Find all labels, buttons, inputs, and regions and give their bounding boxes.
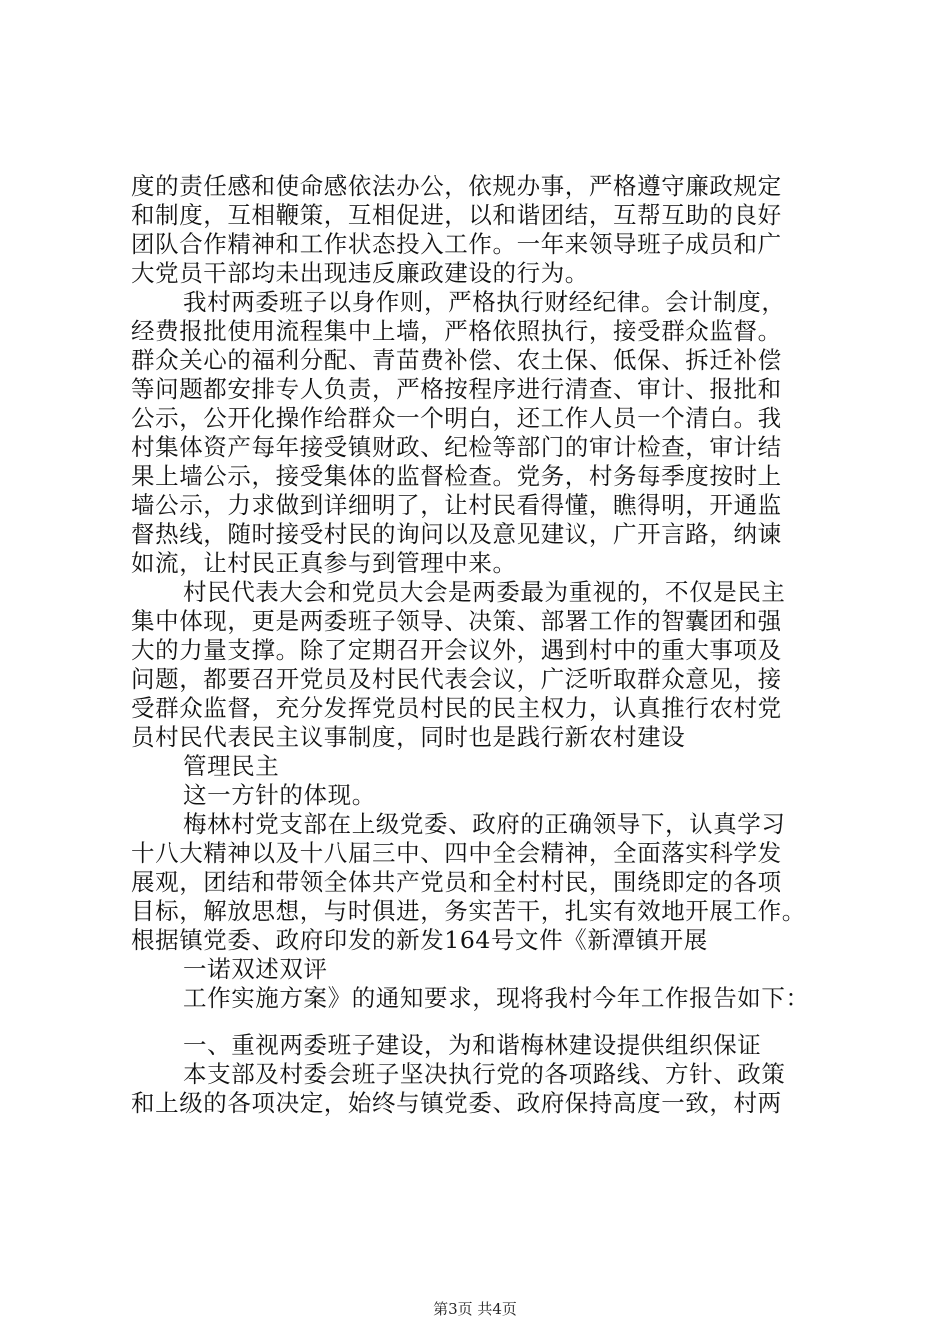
- text-line: 我村两委班子以身作则，严格执行财经纪律。会计制度，: [183, 288, 786, 316]
- page-number: 第3页 共4页: [433, 1300, 517, 1318]
- text-line: 村民代表大会和党员大会是两委最为重视的，不仅是民主: [183, 578, 786, 606]
- text-line: 问题，都要召开党员及村民代表会议，广泛听取群众意见，接: [131, 665, 782, 693]
- text-line: 大党员干部均未出现违反廉政建设的行为。: [131, 259, 589, 287]
- text-line: 员村民代表民主议事制度，同时也是践行新农村建设: [131, 723, 686, 751]
- text-line: 管理民主: [183, 752, 280, 780]
- text-line: 目标，解放思想，与时俱进，务实苦干，扎实有效地开展工作。: [131, 897, 806, 925]
- text-line: 受群众监督，充分发挥党员村民的民主权力，认真推行农村党: [131, 694, 782, 722]
- text-line: 大的力量支撑。除了定期召开会议外，遇到村中的重大事项及: [131, 636, 782, 664]
- text-line: 等问题都安排专人负责，严格按程序进行清查、审计、报批和: [131, 375, 782, 403]
- document-body: [131, 172, 831, 1118]
- text-line: 墙公示，力求做到详细明了，让村民看得懂，瞧得明，开通监: [131, 491, 782, 519]
- text-line: 十八大精神以及十八届三中、四中全会精神，全面落实科学发: [131, 839, 782, 867]
- text-line: 群众关心的福利分配、青苗费补偿、农土保、低保、拆迁补偿: [131, 346, 782, 374]
- text-line: 和上级的各项决定，始终与镇党委、政府保持高度一致，村两: [131, 1089, 782, 1117]
- text-line: 这一方针的体现。: [183, 781, 376, 809]
- text-line: 经费报批使用流程集中上墙，严格依照执行，接受群众监督。: [131, 317, 782, 345]
- text-line: 和制度，互相鞭策，互相促进，以和谐团结，互帮互助的良好: [131, 201, 782, 229]
- text-line: 果上墙公示，接受集体的监督检查。党务，村务每季度按时上: [131, 462, 782, 490]
- text-line: 团队合作精神和工作状态投入工作。一年来领导班子成员和广: [131, 230, 782, 258]
- text-line: 公示，公开化操作给群众一个明白，还工作人员一个清白。我: [131, 404, 782, 432]
- text-line: 工作实施方案》的通知要求，现将我村今年工作报告如下：: [183, 984, 810, 1012]
- text-line: 梅林村党支部在上级党委、政府的正确领导下，认真学习: [183, 810, 786, 838]
- text-line: 村集体资产每年接受镇财政、纪检等部门的审计检查，审计结: [131, 433, 782, 461]
- text-line: 一诺双述双评: [183, 955, 328, 983]
- text-line: 根据镇党委、政府印发的新发164号文件《新潭镇开展: [131, 926, 708, 954]
- text-line: 本支部及村委会班子坚决执行党的各项路线、方针、政策: [183, 1060, 786, 1088]
- text-line: 一、重视两委班子建设，为和谐梅林建设提供组织保证: [183, 1031, 762, 1059]
- text-line: 督热线，随时接受村民的询问以及意见建议，广开言路，纳谏: [131, 520, 782, 548]
- text-line: 如流，让村民正真参与到管理中来。: [131, 549, 517, 577]
- text-line: 度的责任感和使命感依法办公，依规办事，严格遵守廉政规定: [131, 172, 782, 200]
- text-line: 集中体现，更是两委班子领导、决策、部署工作的智囊团和强: [131, 607, 782, 635]
- text-line: 展观，团结和带领全体共产党员和全村村民，围绕即定的各项: [131, 868, 782, 896]
